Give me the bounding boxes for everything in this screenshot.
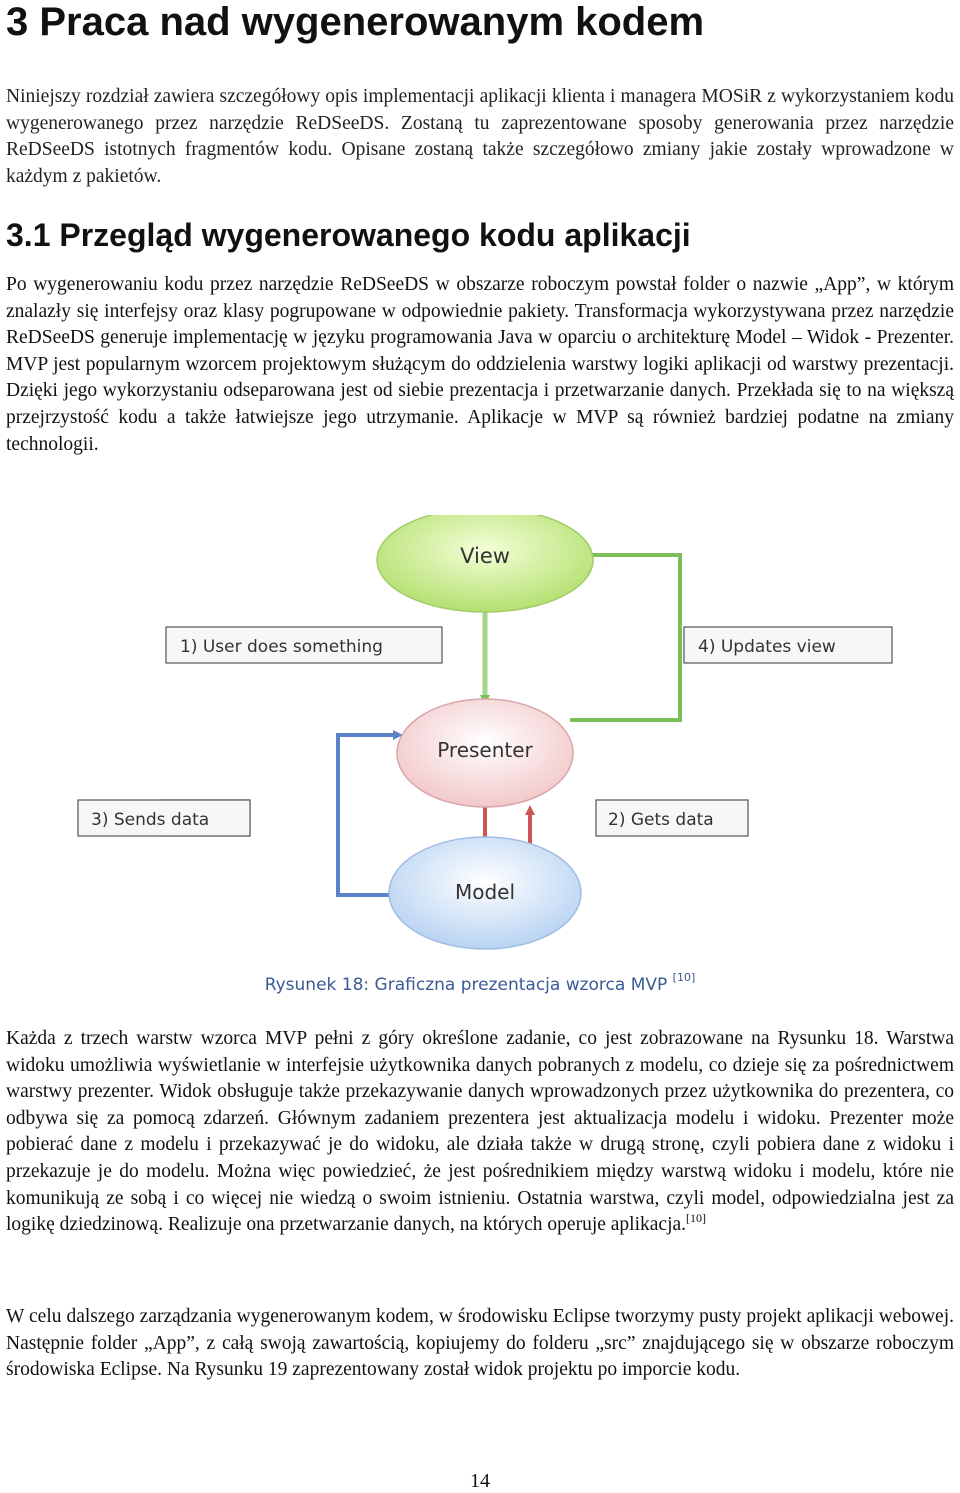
label-sends-data: 3) Sends data <box>91 810 210 830</box>
arrow-presenter-to-view <box>570 555 680 720</box>
label-box-updates-view <box>684 627 892 663</box>
model-label: Model <box>454 880 516 904</box>
view-label: View <box>460 544 510 568</box>
section-paragraph-2 <box>6 1026 954 1239</box>
label-user-does: 1) User does something <box>180 637 383 657</box>
chapter-intro-paragraph: Niniejszy rozdział zawiera szczegółowy opis implementacji aplikacji klienta i managera MOSiR z wykorzystaniem kodu wygenerowanego przez narzędzie ReDSeeDS. Zostaną tu zaprezentowane sposoby generowania przez narzędzie ReDSeeDS istotnych fragmentów kodu. Opisane zostaną także szczegółowo zmiany jakie zostały wprowadzone w każdym z pakietów. <box>6 86 954 187</box>
label-gets-data: 2) Gets data <box>608 810 714 830</box>
view-node <box>377 515 593 612</box>
figure-caption-text: Rysunek 18: Graficzna prezentacja wzorca MVP <box>264 975 668 995</box>
figure-caption <box>0 971 960 995</box>
model-node <box>389 837 581 949</box>
section-paragraph-2-ref: [10] <box>686 1211 707 1226</box>
section-paragraph-1: Po wygenerowaniu kodu przez narzędzie ReDSeeDS w obszarze roboczym powstał folder o nazwie „App”, w którym znalazły się interfejsy oraz klasy pogrupowane w odpowiednie pakiety. Transformacja wykorzystywana przez narzędzie ReDSeeDS generuje implementację w języku programowania Java w oparciu o architekturę Model – Widok - Prezenter. MVP jest popularnym wzorcem projektowym służącym do oddzielenia warstwy logiki aplikacji od warstwy prezentacji. Dzięki jego wykorzystaniu odseparowana jest od siebie prezentacja i przetwarzanie danych. Przekłada się to na większą przejrzystość kodu a także łatwiejsze jego utrzymanie. Aplikacje w MVP są również bardziej podatne na zmiany technologii. <box>6 274 954 455</box>
label-box-user-does <box>166 627 442 663</box>
figure-caption-ref: [10] <box>672 971 696 984</box>
page-number: 14 <box>470 1470 490 1492</box>
arrow-model-to-presenter-blue <box>338 735 405 895</box>
label-updates-view: 4) Updates view <box>698 637 836 657</box>
presenter-node <box>397 699 573 807</box>
label-box-gets-data <box>596 800 748 836</box>
presenter-label: Presenter <box>437 738 533 762</box>
sends-data-label-svg <box>77 799 253 839</box>
section-paragraph-2-text: Każda z trzech warstw wzorca MVP pełni z góry określone zadanie, co jest zobrazowane na Rysunku 18. Warstwa widoku umożliwia wyświetlanie w interfejsie użytkownika danych pobranych z modelu, co dzieje się za pośrednictwem warstwy prezenter. Widok obsługuje także przekazywanie danych wprowadzonych przez użytkownika do prezentera, co odbywa się za pomocą zdarzeń. Głównym zadaniem prezentera jest aktualizacja modelu i widoku. Prezenter może pobierać dane z modelu i przekazywać je do widoku, ale działa także w drugą stronę, czyli pobiera dane z widoku i przekazuje je do modelu. Można więc powiedzieć, że jest pośrednikiem między warstwą widoku i modelu, które nie komunikują ze sobą i co więcej nie wiedzą o swoim istnieniu. Ostatnia warstwa, czyli model, odpowiedzialna jest za logikę dziedzinową. Realizuje ona przetwarzanie danych, na których operuje aplikacja. <box>6 1028 954 1236</box>
mvp-diagram <box>160 515 900 955</box>
section-title: 3.1 Przegląd wygenerowanego kodu aplikacji <box>6 217 691 253</box>
section-paragraph-3: W celu dalszego zarządzania wygenerowanym kodem, w środowisku Eclipse tworzymy pusty projekt aplikacji webowej. Następnie folder „App”, z całą swoją zawartością, kopiujemy do folderu „src” znajdującego się w obszarze roboczym środowiska Eclipse. Na Rysunku 19 zaprezentowany został widok projektu po imporcie kodu. <box>6 1306 954 1381</box>
chapter-title: 3 Praca nad wygenerowanym kodem <box>6 0 705 44</box>
